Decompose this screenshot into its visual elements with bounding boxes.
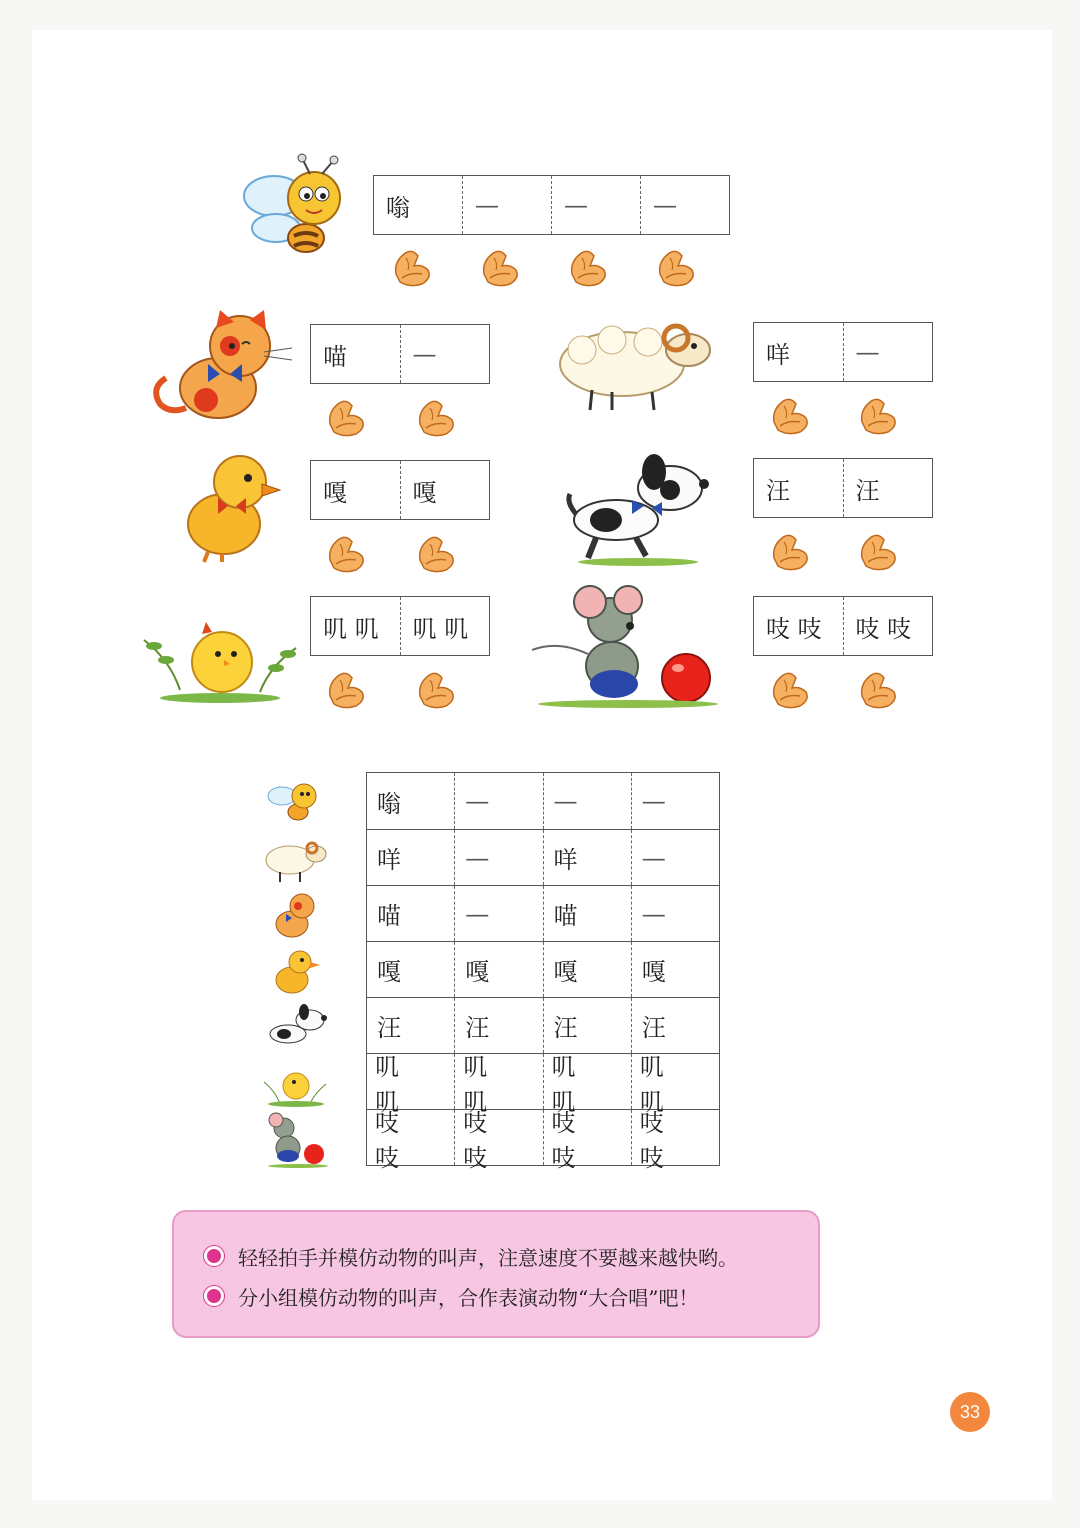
score-row-bee [367, 773, 719, 829]
score-cell: 嘎 [454, 942, 542, 997]
score-cell: 汪 [631, 998, 719, 1053]
dog-icon [262, 1002, 328, 1052]
score-cell: 吱 吱 [454, 1110, 542, 1165]
score-cell: 嘎 [631, 942, 719, 997]
cat-rhythm-box [310, 324, 490, 384]
clapping-hands-icon [412, 530, 458, 576]
score-row-chick [367, 1052, 719, 1116]
clapping-hands-icon [652, 244, 698, 290]
score-cell: 汪 [377, 1014, 401, 1042]
clapping-hands-icon [854, 666, 900, 712]
rhythm-cell: — [462, 176, 551, 234]
rhythm-cell: 汪 [766, 476, 790, 505]
bullet-icon [204, 1286, 224, 1306]
score-cell: — [454, 830, 542, 885]
clapping-hands-icon [322, 666, 368, 712]
clapping-hands-icon [322, 394, 368, 440]
bee-icon [240, 152, 364, 262]
rhythm-cell: 嘎 [400, 461, 490, 519]
score-cell: 喵 [543, 886, 631, 941]
clapping-hands-icon [766, 528, 812, 574]
rhythm-cell: 吱 吱 [843, 597, 933, 655]
score-row-sheep [367, 829, 719, 885]
rhythm-cell: 吱 吱 [766, 614, 822, 643]
score-cell: 咩 [377, 846, 401, 874]
tip-text: 分小组模仿动物的叫声，合作表演动物“大合唱”吧！ [238, 1285, 699, 1310]
bee-rhythm-box [373, 175, 730, 235]
tip-text: 轻轻拍手并模仿动物的叫声，注意速度不要越来越快哟。 [238, 1245, 738, 1270]
score-cell: — [543, 773, 631, 829]
clapping-hands-icon [412, 666, 458, 712]
rhythm-cell: 叽 叽 [400, 597, 490, 655]
score-cell: — [631, 886, 719, 941]
clapping-hands-icon [564, 244, 610, 290]
mouse-icon [528, 580, 728, 710]
rhythm-cell: 咩 [766, 340, 790, 369]
chick-icon [262, 1058, 328, 1108]
rhythm-cell: 嗡 [386, 193, 410, 222]
rhythm-cell: — [400, 325, 490, 383]
score-cell: 吱 吱 [631, 1110, 719, 1165]
score-cell: 嘎 [543, 942, 631, 997]
clapping-hands-icon [322, 530, 368, 576]
rhythm-cell: 嘎 [323, 478, 347, 507]
score-cell: 叽 叽 [375, 1052, 409, 1116]
score-cell: — [454, 886, 542, 941]
rhythm-score-table [366, 772, 720, 1172]
score-row-duck [367, 941, 719, 997]
rhythm-cell: — [640, 176, 729, 234]
clapping-hands-icon [854, 528, 900, 574]
chick-icon [140, 600, 300, 704]
sheep-rhythm-box [753, 322, 933, 382]
score-cell: 叽 叽 [543, 1054, 631, 1109]
clapping-hands-icon [766, 392, 812, 438]
clapping-hands-icon [766, 666, 812, 712]
rhythm-cell: 喵 [323, 342, 347, 371]
sheep-icon [262, 834, 328, 884]
rhythm-cell: — [843, 323, 933, 381]
duck-rhythm-box [310, 460, 490, 520]
score-cell: — [631, 773, 719, 829]
score-row-cat [367, 885, 719, 941]
duck-icon [178, 448, 282, 564]
duck-icon [262, 946, 328, 996]
score-cell: 嘎 [377, 958, 401, 986]
score-row-dog [367, 997, 719, 1053]
score-cell: 汪 [543, 998, 631, 1053]
rhythm-cell: — [551, 176, 640, 234]
score-cell: 嗡 [377, 789, 401, 818]
clapping-hands-icon [412, 394, 458, 440]
dog-rhythm-box [753, 458, 933, 518]
cat-icon [262, 890, 328, 940]
score-cell: 汪 [454, 998, 542, 1053]
sheep-icon [552, 316, 718, 412]
score-cell: 叽 叽 [631, 1054, 719, 1109]
rhythm-cell: 汪 [843, 459, 933, 517]
clapping-hands-icon [476, 244, 522, 290]
score-cell: — [454, 773, 542, 829]
activity-tips-box [172, 1210, 820, 1338]
clapping-hands-icon [388, 244, 434, 290]
score-cell: 吱 吱 [543, 1110, 631, 1165]
mouse-icon [262, 1110, 328, 1168]
bullet-icon [204, 1246, 224, 1266]
page-number-badge: 33 [950, 1392, 990, 1432]
score-cell: — [631, 830, 719, 885]
rhythm-cell: 叽 叽 [323, 614, 379, 643]
bee-icon [262, 776, 328, 826]
tip-line [204, 1276, 788, 1316]
dog-icon [566, 450, 710, 566]
score-cell: 喵 [377, 902, 401, 930]
tip-line [204, 1236, 788, 1276]
score-cell: 叽 叽 [454, 1054, 542, 1109]
mouse-rhythm-box [753, 596, 933, 656]
score-cell: 咩 [543, 830, 631, 885]
score-cell: 吱 吱 [375, 1108, 409, 1172]
cat-icon [146, 308, 296, 424]
score-row-mouse [367, 1108, 719, 1172]
clapping-hands-icon [854, 392, 900, 438]
chick-rhythm-box [310, 596, 490, 656]
